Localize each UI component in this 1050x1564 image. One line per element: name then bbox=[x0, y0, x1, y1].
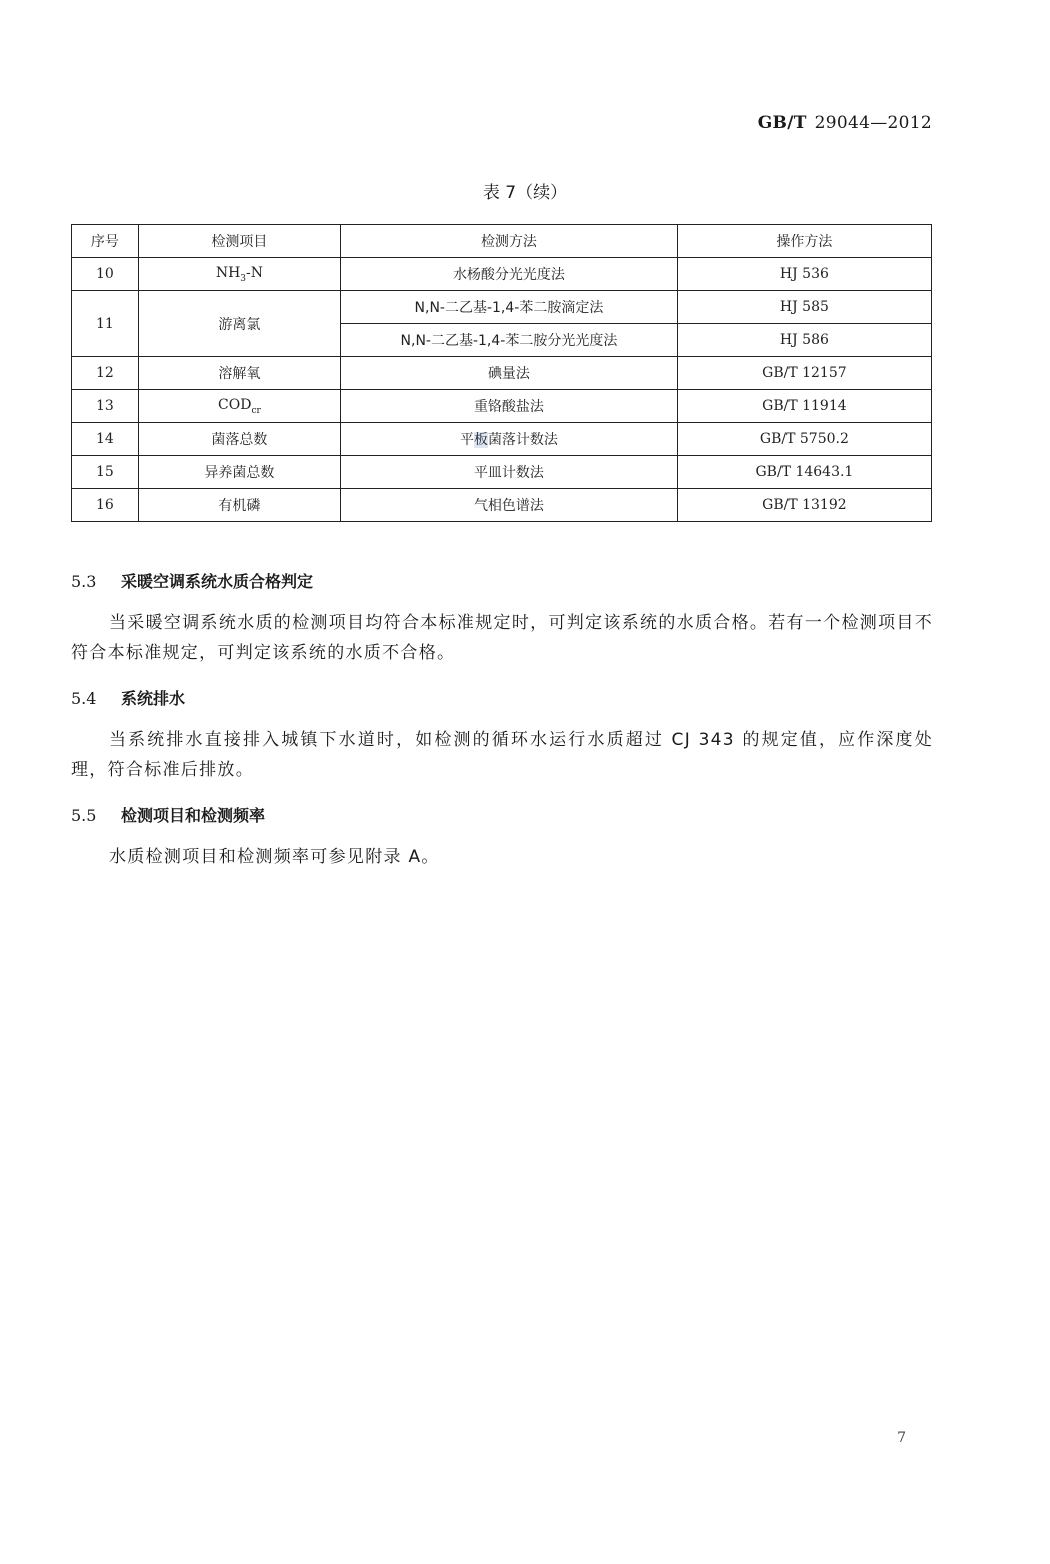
page-number: 7 bbox=[897, 1430, 906, 1446]
row-no: 16 bbox=[72, 489, 139, 522]
text-selection-highlight: 板 bbox=[473, 432, 488, 448]
row-item: 有机磷 bbox=[138, 489, 340, 522]
standard-prefix: GB/T bbox=[757, 113, 807, 133]
section-heading-5-4: 5.4 系统排水 bbox=[71, 689, 186, 708]
header-method: 检测方法 bbox=[341, 225, 678, 258]
row-method: 水杨酸分光光度法 bbox=[341, 258, 678, 291]
row-no: 14 bbox=[72, 423, 139, 456]
row-operation: GB/T 5750.2 bbox=[677, 423, 931, 456]
header-item: 检测项目 bbox=[138, 225, 340, 258]
row-operation: HJ 585 bbox=[677, 291, 931, 324]
table-row bbox=[72, 390, 932, 423]
table-row bbox=[72, 357, 932, 390]
row-no: 15 bbox=[72, 456, 139, 489]
row-operation: GB/T 14643.1 bbox=[677, 456, 931, 489]
row-operation: GB/T 11914 bbox=[677, 390, 931, 423]
standard-code bbox=[758, 113, 932, 133]
row-item: 菌落总数 bbox=[138, 423, 340, 456]
test-methods-table bbox=[71, 224, 932, 522]
row-method: 平板菌落计数法 bbox=[341, 423, 678, 456]
row-item: 游离氯 bbox=[138, 291, 340, 357]
row-item: 异养菌总数 bbox=[138, 456, 340, 489]
row-method: 平皿计数法 bbox=[341, 456, 678, 489]
table-row bbox=[72, 456, 932, 489]
row-item: 溶解氧 bbox=[138, 357, 340, 390]
row-operation: HJ 536 bbox=[677, 258, 931, 291]
row-operation: HJ 586 bbox=[677, 324, 931, 357]
row-item: $COD_{cr}$ bbox=[138, 390, 340, 423]
row-item: $NH_3-N$ bbox=[138, 258, 340, 291]
row-no: 11 bbox=[72, 291, 139, 357]
row-no: 12 bbox=[72, 357, 139, 390]
row-no: 13 bbox=[72, 390, 139, 423]
table-row bbox=[72, 423, 932, 456]
row-method: 碘量法 bbox=[341, 357, 678, 390]
row-operation: GB/T 12157 bbox=[677, 357, 931, 390]
section-paragraph-5-4: 当系统排水直接排入城镇下水道时，如检测的循环水运行水质超过 CJ 343 的规定值，应作深度处理，符合标准后排放。 bbox=[71, 730, 933, 780]
section-heading-5-5: 5.5 检测项目和检测频率 bbox=[71, 806, 266, 825]
table-header-row bbox=[72, 225, 932, 258]
row-no: 10 bbox=[72, 258, 139, 291]
row-method: N,N-二乙基-1,4-苯二胺分光光度法 bbox=[341, 324, 678, 357]
table-row bbox=[72, 291, 932, 324]
standard-number: 29044—2012 bbox=[814, 113, 932, 133]
row-method: N,N-二乙基-1,4-苯二胺滴定法 bbox=[341, 291, 678, 324]
row-operation: GB/T 13192 bbox=[677, 489, 931, 522]
table-row bbox=[72, 258, 932, 291]
section-paragraph-5-3: 当采暖空调系统水质的检测项目均符合本标准规定时，可判定该系统的水质合格。若有一个检测项目不符合本标准规定，可判定该系统的水质不合格。 bbox=[71, 613, 933, 663]
header-operation: 操作方法 bbox=[677, 225, 931, 258]
section-heading-5-3: 5.3 采暖空调系统水质合格判定 bbox=[71, 572, 314, 591]
row-method: 重铬酸盐法 bbox=[341, 390, 678, 423]
table-title: 表 7（续） bbox=[482, 183, 568, 203]
header-no: 序号 bbox=[72, 225, 139, 258]
row-method: 气相色谱法 bbox=[341, 489, 678, 522]
section-paragraph-5-5: 水质检测项目和检测频率可参见附录 A。 bbox=[109, 847, 440, 867]
table-row bbox=[72, 489, 932, 522]
